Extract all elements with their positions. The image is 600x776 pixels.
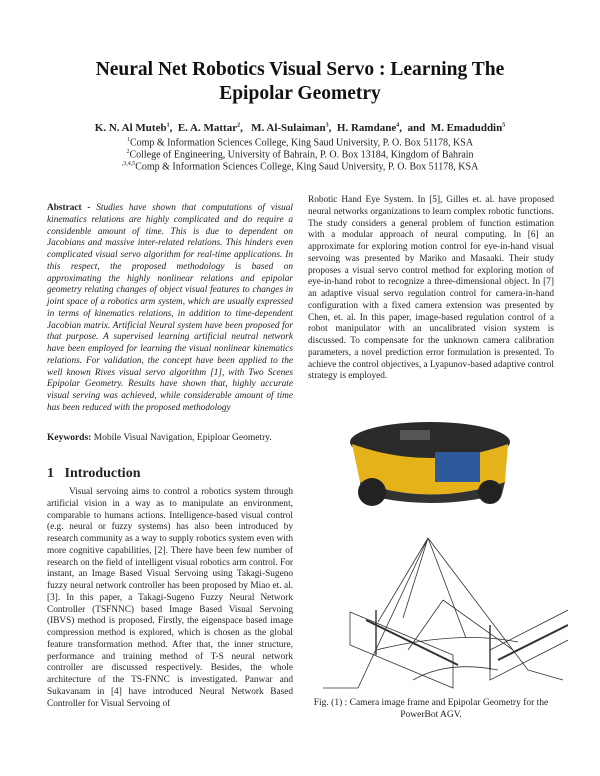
right-column-text: Robotic Hand Eye System. In [5], Gilles et. al. have proposed neural networks organizations to learn complex robotic functions. The study considers a general problem of function estimation with a modular approach of neural computing. In [6] an approximate for exploring motion control for eye-in-hand visual servoing was presented by Mariko and Masaaki. Their study proposes a visual servo control method for exploring motion of eye-in-hand robot to recognize a three-dimensional object. In [7] an adaptive visual servo regulation control for camera-in-hand configuration with a fixed camera extension was presented by Chen, et. al. In this paper, image-based regulation control of a robot manipulator with an uncalibrated vision system is discussed. To compensate for the unknown camera calibration parameters, a novel prediction error formulation is presented. To achieve the control objectives, a Lyapunov-based adaptive control strategy is employed. xyxy=(308,195,554,382)
paper-title: Neural Net Robotics Visual Servo : Learning The Epipolar Geometry xyxy=(95,59,505,104)
author: M. Al-Sulaiman$^3$ xyxy=(251,122,329,134)
author-list: K. N. Al Muteb$^1$, E. A. Mattar$^2$, M. Al-Sulaiman$^3$, H. Ramdane$^4$, and M. Emaduddin$^5$ xyxy=(94,122,506,134)
abstract: Abstract - Studies have shown that computations of visual kinematics relations are highly complicated and do require a considenble amount of time. This is due to dependent on Jacobians and massive inter-related relations. This hinders even complicated visual servo algorithm for real-time applications. In this respect, the proposed methodology is based on approximating the highly nonlinear relations and epipolar geometry relating changes of object visual features to changes in joint space of a robotics arm system, which are usually expressed in terms of kinematics relations, in addition to time-dependent Jacobian matrix. Artificial Neural system have been proposed for that purpose. A supervised learning artificial neutral network have been employed for learning the visual nonlinear kinematics relations. For validation, the concept have been applied to the well known Rives visual servo algorithm [1], with Two Scenes Epipolar Geometry. Results have shown that, highly accurate visual serving was achieved, while considerable amount of time has been reduced with the proposed methodology xyxy=(47,203,293,413)
author: K. N. Al Muteb$^1$ xyxy=(94,122,170,134)
author: M. Emaduddin$^5$ xyxy=(430,122,506,134)
introduction-text: Visual servoing aims to control a robotics system through artificial vision in a way as to manipulate an environment, comparable to humans actions. Intelligence-based visual control (e.g. neural or fuzzy systems) has also been introduced by research community as a way to supply robotics system even with more cognitive capabilities, [2]. There have been few number of research on the field of intelligent visual robotics arm control. For instant, an Image Based Visual Servoing using Takagi-Sugeno fuzzy neural network controller has been proposed by Miao et. al. [3]. In this paper, a Takagi-Sugeno Fuzzy Neural Network Controller (TSFNNC) based Image Based Visual Servoing (IBVS) method is proposed. Firstly, the eigenspace based image compression method is explored, which is chosen as the global feature transformation method. After that, the inner structure, performance and training method of T-S neural network controller are discussed respectively. Besides, the whole architecture of the TS-FNNC is investigated. Panwar and Sukavanam in [4] have introduced Neural Network Based Controller for Visual Servoing of xyxy=(47,487,293,709)
robot-photo xyxy=(340,412,520,512)
author: H. Ramdane$^4$ xyxy=(336,122,400,134)
figure-caption: Fig. (1) : Camera image frame and Epipolar Geometry for the PowerBot AGV. xyxy=(313,698,549,720)
keywords: Keywords: Mobile Visual Navigation, Epiploar Geometry. xyxy=(47,433,272,443)
affiliation: $^2$College of Engineering, University of Bahrain, P. O. Box 13184, Kingdom of Bahrain xyxy=(126,149,474,161)
author: E. A. Mattar$^2$ xyxy=(177,122,241,134)
epipolar-geometry-diagram xyxy=(318,530,568,695)
affiliation: $^{,3,4,5}$Comp & Information Sciences College, King Saud University, P. O. Box 51178, KSA xyxy=(121,161,479,173)
section-heading: 1 Introduction xyxy=(47,466,141,481)
affiliation: $^1$Comp & Information Sciences College, King Saud University, P. O. Box 51178, KSA xyxy=(126,137,474,149)
